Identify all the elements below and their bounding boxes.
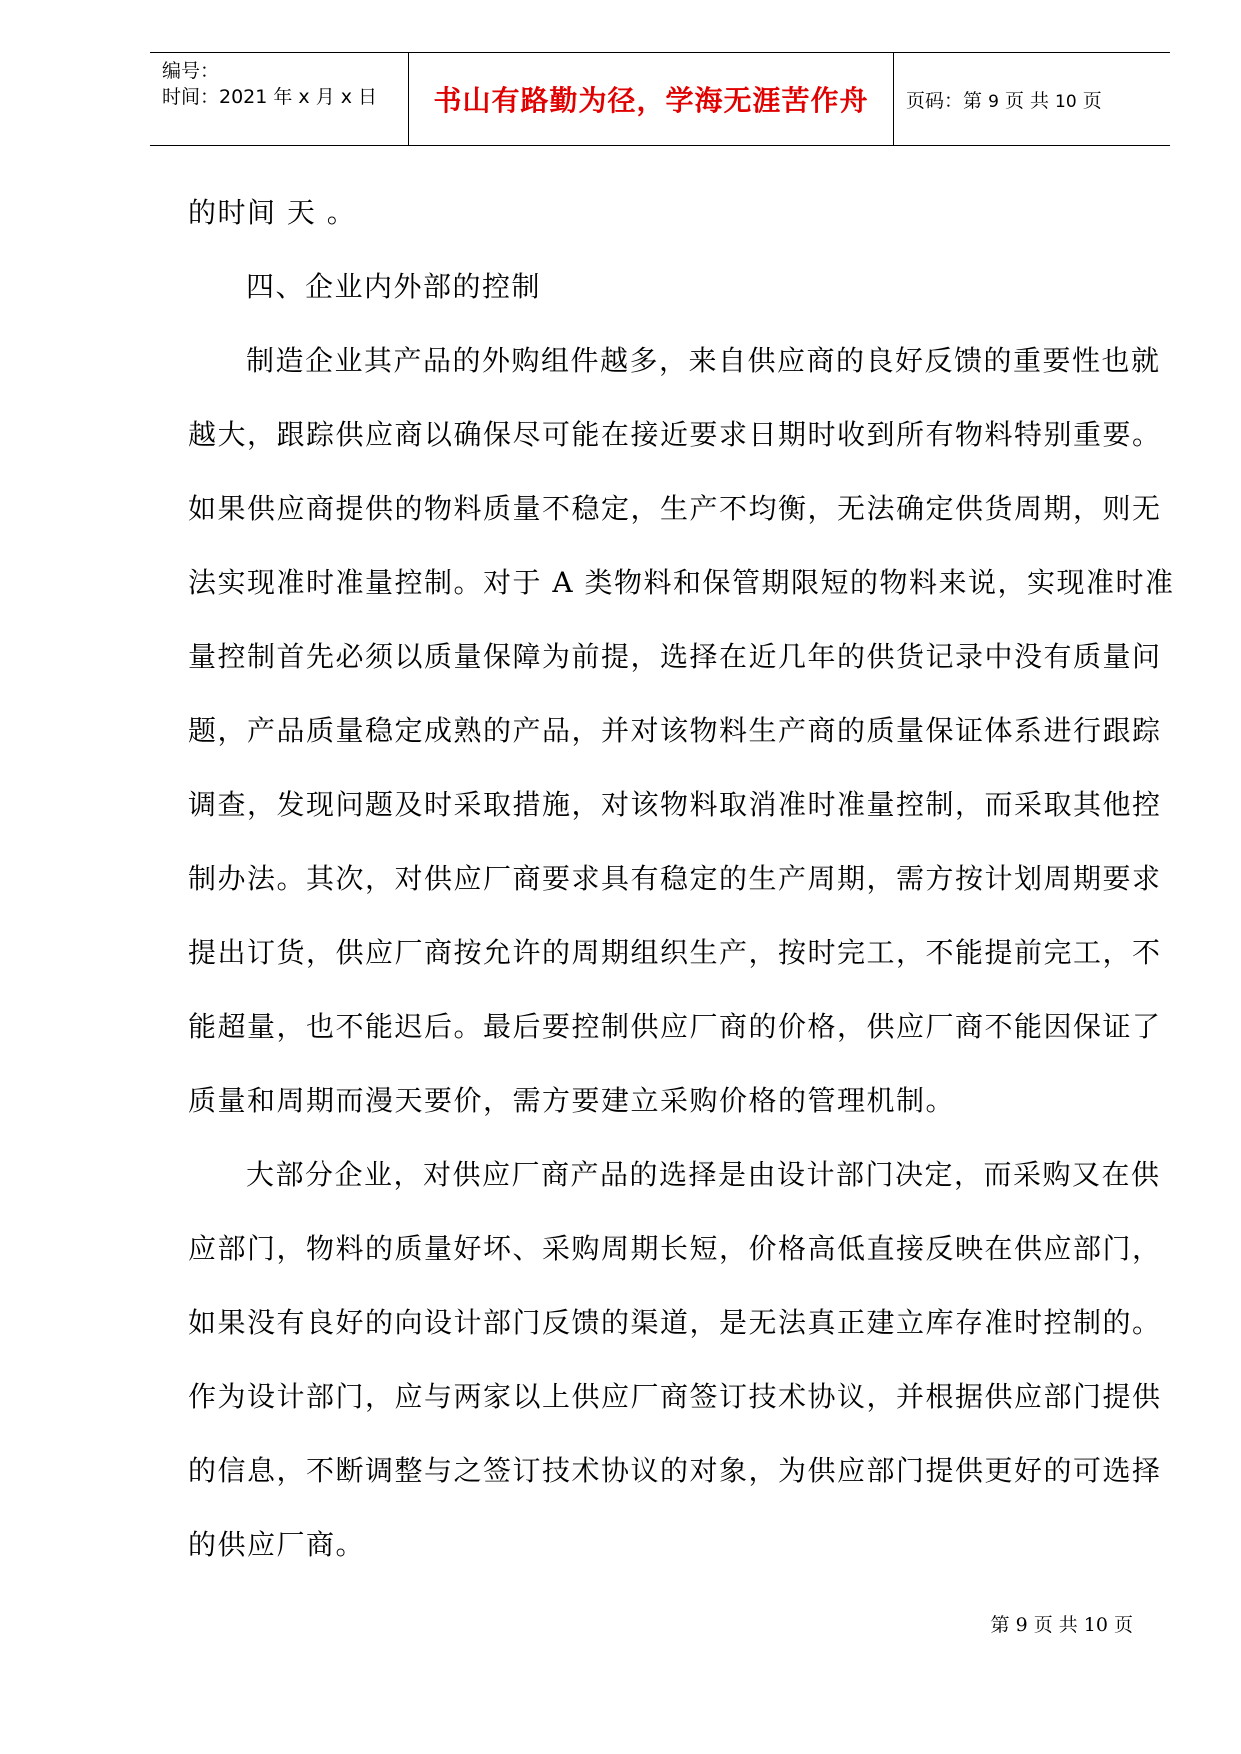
footer-page-number: 第 9 页 共 10 页 <box>990 1614 1133 1636</box>
text-line: 质量和周期而漫天要价，需方要建立采购价格的管理机制。 <box>188 1084 956 1117</box>
text-line: 量控制首先必须以质量保障为前提，选择在近几年的供货记录中没有质量问 <box>188 640 1162 673</box>
text-line: 题，产品质量稳定成熟的产品，并对该物料生产商的质量保证体系进行跟踪 <box>188 714 1162 747</box>
text-line: 的信息，不断调整与之签订技术协议的对象，为供应部门提供更好的可选择 <box>188 1454 1162 1487</box>
date-label: 时间：2021 年 x 月 x 日 <box>162 86 378 108</box>
text-line: 大部分企业，对供应厂商产品的选择是由设计部门决定，而采购又在供 <box>246 1158 1161 1191</box>
header-page-indicator <box>894 86 1102 113</box>
text-line: 如果没有良好的向设计部门反馈的渠道，是无法真正建立库存准时控制的。 <box>188 1306 1162 1339</box>
text-line: 制造企业其产品的外购组件越多，来自供应商的良好反馈的重要性也就 <box>246 344 1161 377</box>
header-motto-cell <box>408 53 894 145</box>
serial-number-label: 编号： <box>162 60 220 82</box>
motto-text: 书山有路勤为径，学海无涯苦作舟 <box>433 84 869 117</box>
text-line: 制办法。其次，对供应厂商要求具有稳定的生产周期，需方按计划周期要求 <box>188 862 1162 895</box>
text-line: 越大，跟踪供应商以确保尽可能在接近要求日期时收到所有物料特别重要。 <box>188 418 1162 451</box>
page-mid: 页 共 <box>1004 89 1049 112</box>
text-line: 应部门，物料的质量好坏、采购周期长短，价格高低直接反映在供应部门， <box>188 1232 1162 1265</box>
text-line: 的时间 天 。 <box>188 196 357 229</box>
text-line: 作为设计部门，应与两家以上供应厂商签订技术协议，并根据供应部门提供 <box>188 1380 1162 1413</box>
text-line: 提出订货，供应厂商按允许的周期组织生产，按时完工，不能提前完工，不 <box>188 936 1162 969</box>
header-page-cell <box>894 53 1170 145</box>
page-total: 10 <box>1055 91 1077 112</box>
document-header <box>150 52 1170 146</box>
page-suffix: 页 <box>1082 89 1102 112</box>
text-line: 法实现准时准量控制。对于 A 类物料和保管期限短的物料来说，实现准时准 <box>188 566 1175 599</box>
text-line: 能超量，也不能迟后。最后要控制供应厂商的价格，供应厂商不能因保证了 <box>188 1010 1162 1043</box>
text-line: 如果供应商提供的物料质量不稳定，生产不均衡，无法确定供货周期，则无 <box>188 492 1162 525</box>
page-current: 9 <box>988 91 999 112</box>
text-line: 调查，发现问题及时采取措施，对该物料取消准时准量控制，而采取其他控 <box>188 788 1162 821</box>
header-meta-cell <box>150 53 408 145</box>
body-text <box>188 176 1175 1582</box>
page-prefix: 页码：第 <box>906 89 983 112</box>
section-heading: 四、企业内外部的控制 <box>246 270 542 303</box>
text-line: 的供应厂商。 <box>188 1528 366 1561</box>
